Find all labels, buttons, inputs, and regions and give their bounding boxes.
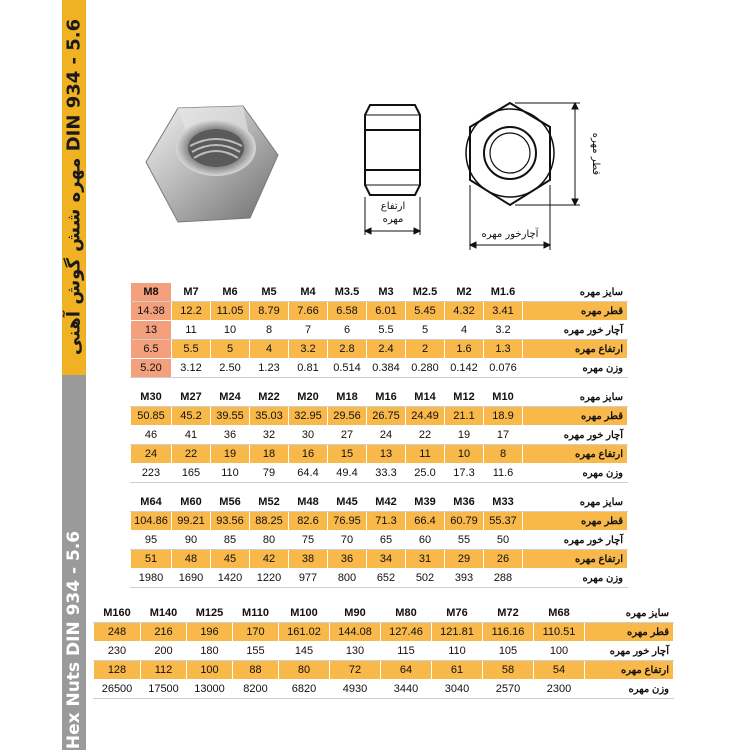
size-cell: M110 [233, 604, 279, 623]
value-cell: 93.56 [211, 512, 250, 531]
value-cell: 1980 [131, 569, 172, 588]
size-cell: M20 [289, 388, 328, 407]
value-cell: 26.75 [367, 407, 406, 426]
value-cell: 99.21 [172, 512, 211, 531]
size-cell: M3 [367, 283, 406, 302]
value-cell: 35.03 [250, 407, 289, 426]
value-cell: 11.05 [211, 302, 250, 321]
value-cell: 0.81 [289, 359, 328, 378]
value-cell: 502 [406, 569, 445, 588]
value-cell: 6.01 [367, 302, 406, 321]
value-cell: 1220 [250, 569, 289, 588]
value-cell: 32.95 [289, 407, 328, 426]
value-cell: 2.8 [328, 340, 367, 359]
size-cell: M72 [483, 604, 534, 623]
size-cell: M7 [172, 283, 211, 302]
value-cell: 1690 [172, 569, 211, 588]
value-cell: 39.55 [211, 407, 250, 426]
value-cell: 16 [289, 445, 328, 464]
value-cell: 72 [330, 661, 381, 680]
value-cell: 104.86 [131, 512, 172, 531]
value-cell: 80 [279, 661, 330, 680]
value-cell: 0.076 [484, 359, 523, 378]
value-cell: 8 [250, 321, 289, 340]
value-cell: 11 [406, 445, 445, 464]
value-cell: 170 [233, 623, 279, 642]
value-cell: 10 [445, 445, 484, 464]
row-label-size: سایز مهره [585, 604, 674, 623]
value-cell: 7.66 [289, 302, 328, 321]
value-cell: 121.81 [432, 623, 483, 642]
size-cell: M68 [534, 604, 585, 623]
value-cell: 165 [172, 464, 211, 483]
value-cell: 2 [406, 340, 445, 359]
value-cell: 145 [279, 642, 330, 661]
value-cell: 7 [289, 321, 328, 340]
value-cell: 30 [289, 426, 328, 445]
value-cell: 46 [131, 426, 172, 445]
value-cell: 8200 [233, 680, 279, 699]
value-cell: 24.49 [406, 407, 445, 426]
value-cell: 76.95 [328, 512, 367, 531]
value-cell: 196 [187, 623, 233, 642]
size-cell: M5 [250, 283, 289, 302]
value-cell: 27 [328, 426, 367, 445]
value-cell: 33.3 [367, 464, 406, 483]
row-label-wrench: آچار خور مهره [585, 642, 674, 661]
spec-table-2 [130, 387, 628, 483]
value-cell: 36 [328, 550, 367, 569]
value-cell: 5 [211, 340, 250, 359]
row-label-height: ارتفاع مهره [585, 661, 674, 680]
hex-nut-photo [138, 100, 288, 230]
value-cell: 21.1 [445, 407, 484, 426]
value-cell: 13000 [187, 680, 233, 699]
value-cell: 4 [445, 321, 484, 340]
value-cell: 3.41 [484, 302, 523, 321]
value-cell: 3440 [381, 680, 432, 699]
value-cell: 26 [484, 550, 523, 569]
value-cell: 3.12 [172, 359, 211, 378]
value-cell: 31 [406, 550, 445, 569]
value-cell: 652 [367, 569, 406, 588]
value-cell: 61 [432, 661, 483, 680]
value-cell: 49.4 [328, 464, 367, 483]
size-cell: M90 [330, 604, 381, 623]
value-cell: 6.58 [328, 302, 367, 321]
value-cell: 24 [131, 445, 172, 464]
value-cell: 393 [445, 569, 484, 588]
value-cell: 29.56 [328, 407, 367, 426]
row-label-weight: وزن مهره [523, 359, 628, 378]
value-cell: 223 [131, 464, 172, 483]
value-cell: 161.02 [279, 623, 330, 642]
value-cell: 6820 [279, 680, 330, 699]
row-label-size: سایز مهره [523, 388, 628, 407]
banner-title-fa: مهره شش گوش آهنی DIN 934 - 5.6 [63, 18, 85, 356]
value-cell: 36 [211, 426, 250, 445]
value-cell: 54 [534, 661, 585, 680]
value-cell: 18.9 [484, 407, 523, 426]
value-cell: 4930 [330, 680, 381, 699]
value-cell: 18 [250, 445, 289, 464]
value-cell: 100 [187, 661, 233, 680]
value-cell: 5.5 [172, 340, 211, 359]
row-label-wrench: آچار خور مهره [523, 531, 628, 550]
value-cell: 0.514 [328, 359, 367, 378]
row-label-height: ارتفاع مهره [523, 550, 628, 569]
size-cell: M80 [381, 604, 432, 623]
value-cell: 45.2 [172, 407, 211, 426]
value-cell: 58 [483, 661, 534, 680]
value-cell: 22 [172, 445, 211, 464]
value-cell: 3.2 [484, 321, 523, 340]
size-cell: M14 [406, 388, 445, 407]
value-cell: 79 [250, 464, 289, 483]
row-label-weight: وزن مهره [523, 569, 628, 588]
size-cell: M39 [406, 493, 445, 512]
value-cell: 0.280 [406, 359, 445, 378]
row-label-weight: وزن مهره [585, 680, 674, 699]
value-cell: 75 [289, 531, 328, 550]
value-cell: 800 [328, 569, 367, 588]
value-cell: 216 [141, 623, 187, 642]
value-cell: 230 [94, 642, 141, 661]
value-cell: 128 [94, 661, 141, 680]
size-cell: M100 [279, 604, 330, 623]
size-cell: M160 [94, 604, 141, 623]
value-cell: 64.4 [289, 464, 328, 483]
value-cell: 85 [211, 531, 250, 550]
value-cell: 60 [406, 531, 445, 550]
value-cell: 11 [172, 321, 211, 340]
row-label-diameter: قطر مهره [585, 623, 674, 642]
row-label-height: ارتفاع مهره [523, 445, 628, 464]
value-cell: 19 [445, 426, 484, 445]
size-cell: M33 [484, 493, 523, 512]
value-cell: 32 [250, 426, 289, 445]
value-cell: 100 [534, 642, 585, 661]
value-cell: 3040 [432, 680, 483, 699]
value-cell: 64 [381, 661, 432, 680]
size-cell: M6 [211, 283, 250, 302]
value-cell: 90 [172, 531, 211, 550]
value-cell: 1420 [211, 569, 250, 588]
value-cell: 0.142 [445, 359, 484, 378]
value-cell: 65 [367, 531, 406, 550]
value-cell: 977 [289, 569, 328, 588]
size-cell: M22 [250, 388, 289, 407]
value-cell: 12.2 [172, 302, 211, 321]
value-cell: 2300 [534, 680, 585, 699]
value-cell: 155 [233, 642, 279, 661]
value-cell: 1.6 [445, 340, 484, 359]
value-cell: 180 [187, 642, 233, 661]
size-cell: M12 [445, 388, 484, 407]
value-cell: 13 [367, 445, 406, 464]
spec-table-1 [130, 282, 628, 378]
size-cell: M1.6 [484, 283, 523, 302]
size-cell: M64 [131, 493, 172, 512]
value-cell: 42 [250, 550, 289, 569]
value-cell: 1.23 [250, 359, 289, 378]
value-cell: 3.2 [289, 340, 328, 359]
size-cell: M76 [432, 604, 483, 623]
value-cell: 15 [328, 445, 367, 464]
size-cell: M140 [141, 604, 187, 623]
size-cell: M60 [172, 493, 211, 512]
value-cell: 2570 [483, 680, 534, 699]
size-cell: M24 [211, 388, 250, 407]
size-cell: M52 [250, 493, 289, 512]
spec-table-4 [93, 603, 674, 699]
value-cell: 4 [250, 340, 289, 359]
value-cell: 34 [367, 550, 406, 569]
row-label-weight: وزن مهره [523, 464, 628, 483]
value-cell: 0.384 [367, 359, 406, 378]
value-cell: 4.32 [445, 302, 484, 321]
size-cell: M18 [328, 388, 367, 407]
value-cell: 45 [211, 550, 250, 569]
value-cell: 8 [484, 445, 523, 464]
value-cell: 11.6 [484, 464, 523, 483]
value-cell: 80 [250, 531, 289, 550]
value-cell: 13 [131, 321, 172, 340]
value-cell: 29 [445, 550, 484, 569]
value-cell: 24 [367, 426, 406, 445]
value-cell: 8.79 [250, 302, 289, 321]
row-label-diameter: قطر مهره [523, 302, 628, 321]
value-cell: 70 [328, 531, 367, 550]
value-cell: 200 [141, 642, 187, 661]
value-cell: 26500 [94, 680, 141, 699]
value-cell: 288 [484, 569, 523, 588]
diameter-label: قطر مهره [590, 132, 601, 176]
value-cell: 127.46 [381, 623, 432, 642]
size-cell: M30 [131, 388, 172, 407]
height-label-2: مهره [382, 214, 404, 225]
value-cell: 110.51 [534, 623, 585, 642]
value-cell: 1.3 [484, 340, 523, 359]
value-cell: 95 [131, 531, 172, 550]
value-cell: 22 [406, 426, 445, 445]
value-cell: 5.20 [131, 359, 172, 378]
row-label-wrench: آچار خور مهره [523, 426, 628, 445]
size-cell: M56 [211, 493, 250, 512]
row-label-size: سایز مهره [523, 493, 628, 512]
size-cell: M4 [289, 283, 328, 302]
value-cell: 248 [94, 623, 141, 642]
value-cell: 116.16 [483, 623, 534, 642]
value-cell: 55.37 [484, 512, 523, 531]
value-cell: 5 [406, 321, 445, 340]
wrench-size-label: آچارخور مهره [481, 229, 539, 240]
nut-technical-drawing [345, 85, 615, 255]
value-cell: 60.79 [445, 512, 484, 531]
value-cell: 48 [172, 550, 211, 569]
size-cell: M8 [131, 283, 172, 302]
size-cell: M2.5 [406, 283, 445, 302]
size-cell: M16 [367, 388, 406, 407]
size-cell: M45 [328, 493, 367, 512]
value-cell: 17 [484, 426, 523, 445]
value-cell: 50 [484, 531, 523, 550]
value-cell: 112 [141, 661, 187, 680]
size-cell: M42 [367, 493, 406, 512]
value-cell: 66.4 [406, 512, 445, 531]
row-label-size: سایز مهره [523, 283, 628, 302]
row-label-diameter: قطر مهره [523, 407, 628, 426]
size-cell: M10 [484, 388, 523, 407]
value-cell: 55 [445, 531, 484, 550]
value-cell: 41 [172, 426, 211, 445]
size-cell: M36 [445, 493, 484, 512]
value-cell: 17.3 [445, 464, 484, 483]
value-cell: 51 [131, 550, 172, 569]
spec-table-3 [130, 492, 628, 588]
value-cell: 115 [381, 642, 432, 661]
size-cell: M2 [445, 283, 484, 302]
size-cell: M27 [172, 388, 211, 407]
size-cell: M3.5 [328, 283, 367, 302]
value-cell: 6.5 [131, 340, 172, 359]
value-cell: 14.38 [131, 302, 172, 321]
value-cell: 130 [330, 642, 381, 661]
value-cell: 110 [432, 642, 483, 661]
value-cell: 38 [289, 550, 328, 569]
banner-title-en: Hex Nuts DIN 934 - 5.6 [64, 530, 84, 750]
value-cell: 5.5 [367, 321, 406, 340]
value-cell: 105 [483, 642, 534, 661]
value-cell: 88.25 [250, 512, 289, 531]
row-label-wrench: آچار خور مهره [523, 321, 628, 340]
value-cell: 2.4 [367, 340, 406, 359]
value-cell: 88 [233, 661, 279, 680]
value-cell: 2.50 [211, 359, 250, 378]
size-cell: M125 [187, 604, 233, 623]
value-cell: 50.85 [131, 407, 172, 426]
value-cell: 71.3 [367, 512, 406, 531]
row-label-diameter: قطر مهره [523, 512, 628, 531]
value-cell: 144.08 [330, 623, 381, 642]
value-cell: 25.0 [406, 464, 445, 483]
value-cell: 110 [211, 464, 250, 483]
row-label-height: ارتفاع مهره [523, 340, 628, 359]
height-label-1: ارتفاع [380, 201, 406, 212]
value-cell: 17500 [141, 680, 187, 699]
value-cell: 5.45 [406, 302, 445, 321]
value-cell: 82.6 [289, 512, 328, 531]
value-cell: 19 [211, 445, 250, 464]
value-cell: 10 [211, 321, 250, 340]
size-cell: M48 [289, 493, 328, 512]
value-cell: 6 [328, 321, 367, 340]
